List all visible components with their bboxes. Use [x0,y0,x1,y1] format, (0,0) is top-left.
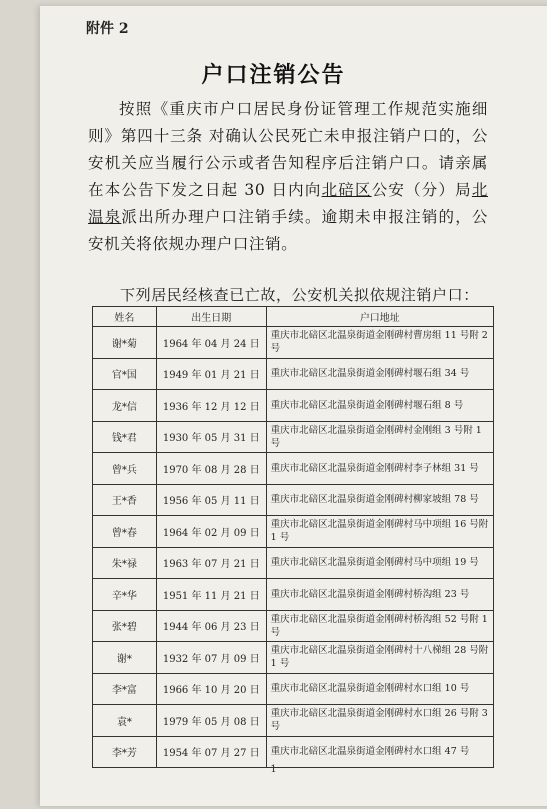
table-row [93,547,494,579]
resident-name: 谢* [93,642,157,674]
resident-name: 张*碧 [93,610,157,642]
lead-sentence: 下列居民经核查已亡故，公安机关拟依规注销户口： [120,286,479,304]
birth-date: 1944 年 06 月 23 日 [156,610,266,642]
household-address: 重庆市北碚区北温泉街道金刚碑村曹房组 11 号附 2 号 [266,327,493,359]
household-address: 重庆市北碚区北温泉街道金刚碑村李子林组 31 号 [266,453,493,485]
resident-name: 李*富 [93,673,157,705]
household-address: 重庆市北碚区北温泉街道金刚碑村桥沟组 52 号附 1 号 [266,610,493,642]
table-row [93,327,494,359]
household-address: 重庆市北碚区北温泉街道金刚碑村柳家坡组 78 号 [266,484,493,516]
resident-name: 朱*禄 [93,547,157,579]
table-header-row [93,307,494,327]
resident-name: 钱*君 [93,421,157,453]
table-row [93,705,494,737]
resident-name: 李*芳 [93,736,157,768]
table-row [93,579,494,611]
birth-date: 1956 年 05 月 11 日 [156,484,266,516]
household-address: 重庆市北碚区北温泉街道金刚碑村马中项组 16 号附 1 号 [266,516,493,548]
household-address: 重庆市北碚区北温泉街道金刚碑村堰石组 34 号 [266,358,493,390]
resident-name: 谢*菊 [93,327,157,359]
resident-name: 王*香 [93,484,157,516]
household-address: 重庆市北碚区北温泉街道金刚碑村十八梯组 28 号附 1 号 [266,642,493,674]
table-row [93,610,494,642]
district-name: 北碚区 [321,181,372,199]
birth-date: 1949 年 01 月 21 日 [156,358,266,390]
table-row [93,642,494,674]
household-address: 重庆市北碚区北温泉街道金刚碑村水口组 47 号 [266,736,493,768]
resident-name: 袁* [93,705,157,737]
attachment-label: 附件 2 [86,21,129,37]
birth-date: 1964 年 04 月 24 日 [156,327,266,359]
deceased-residents-table [92,306,494,768]
birth-date: 1964 年 02 月 09 日 [156,516,266,548]
table-row [93,390,494,422]
table-row [93,736,494,768]
paragraph-text-3: 派出所办理户口注销手续。逾期未申报注销的，公安机关将依规办理户口注销。 [88,208,489,253]
birth-date: 1936 年 12 月 12 日 [156,390,266,422]
table-row [93,673,494,705]
birth-date: 1951 年 11 月 21 日 [156,579,266,611]
paragraph-text-1: 按照《重庆市户口居民身份证管理工作规范实施细则》第四十三条 对确认公民死亡未申报注销户口的，公安机关应当履行公示或者告知程序后注销户口。请亲属在本公告下发之日起 30 日内向 [88,100,488,199]
table-row [93,516,494,548]
household-address: 重庆市北碚区北温泉街道金刚碑村堰石组 8 号 [266,390,493,422]
birth-date: 1979 年 05 月 08 日 [156,705,266,737]
table-body [93,327,494,768]
resident-name: 辛*华 [93,579,157,611]
station-name: 北温泉 [88,181,488,226]
paragraph-text-2: 公安（分）局 [371,181,472,199]
header-name: 姓名 [93,307,157,327]
birth-date: 1963 年 07 月 21 日 [156,547,266,579]
page-number: 1 [270,764,277,775]
header-address: 户口地址 [266,307,493,327]
household-address: 重庆市北碚区北温泉街道金刚碑村桥沟组 23 号 [266,579,493,611]
page-title: 户口注销公告 [201,62,346,88]
household-address: 重庆市北碚区北温泉街道金刚碑村水口组 10 号 [266,673,493,705]
birth-date: 1930 年 05 月 31 日 [156,421,266,453]
resident-name: 官*国 [93,358,157,390]
birth-date: 1966 年 10 月 20 日 [156,673,266,705]
table-row [93,453,494,485]
birth-date: 1932 年 07 月 09 日 [156,642,266,674]
resident-name: 曾*春 [93,516,157,548]
notice-paragraph [88,96,488,258]
birth-date: 1954 年 07 月 27 日 [156,736,266,768]
household-address: 重庆市北碚区北温泉街道金刚碑村金刚组 3 号附 1 号 [266,421,493,453]
resident-name: 龙*信 [93,390,157,422]
table-row [93,421,494,453]
household-address: 重庆市北碚区北温泉街道金刚碑村水口组 26 号附 3 号 [266,705,493,737]
header-birth-date: 出生日期 [156,307,266,327]
birth-date: 1970 年 08 月 28 日 [156,453,266,485]
table-row [93,484,494,516]
table-row [93,358,494,390]
household-address: 重庆市北碚区北温泉街道金刚碑村马中项组 19 号 [266,547,493,579]
resident-name: 曾*兵 [93,453,157,485]
